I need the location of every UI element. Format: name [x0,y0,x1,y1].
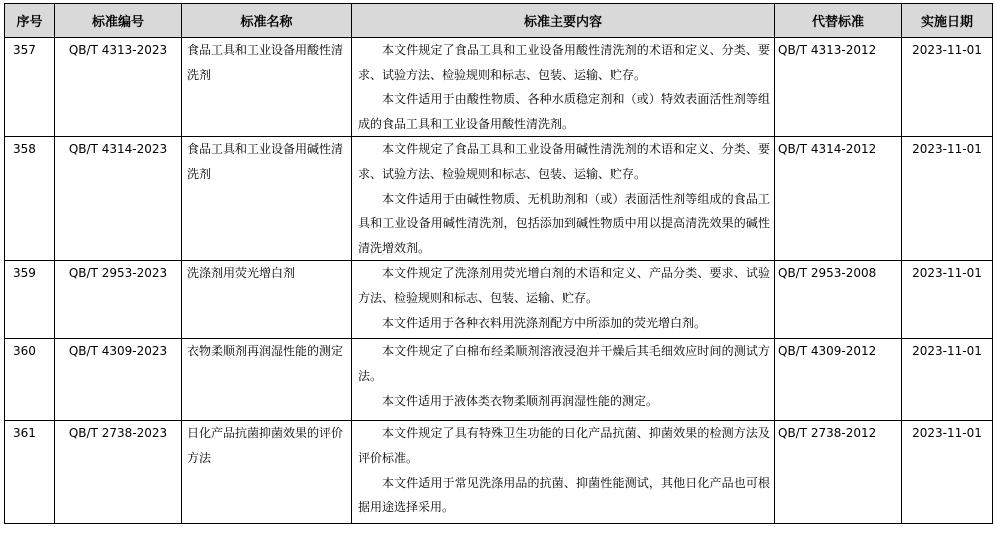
header-row [5,4,993,38]
header-replaces: 代替标准 [775,4,902,38]
row-date: 2023-11-01 [902,137,993,261]
content-paragraph: 本文件适用于液体类衣物柔顺剂再润湿性能的测定。 [382,393,659,408]
row-content [352,137,775,261]
row-replaces: QB/T 2738-2012 [775,421,902,524]
table-row [5,137,993,261]
content-paragraph: 本文件规定了具有特殊卫生功能的日化产品抗菌、抑菌效果的检测方法及评价标准。 [358,426,770,465]
content-paragraph: 本文件适用于由碱性物质、无机助剂和（或）表面活性剂等组成的食品工具和工业设备用碱性清洗剂，包括添加到碱性物质中用以提高清洗效果的碱性清洗增效剂。 [358,191,770,255]
row-date: 2023-11-01 [902,261,993,339]
header-date: 实施日期 [902,4,993,38]
row-code: QB/T 2953-2023 [55,261,182,339]
header-name: 标准名称 [182,4,352,38]
row-name: 洗涤剂用荧光增白剂 [182,261,352,339]
content-paragraph: 本文件适用于常见洗涤用品的抗菌、抑菌性能测试，其他日化产品也可根据用途选择采用。 [358,475,770,515]
row-content [352,38,775,137]
table-row [5,38,993,137]
row-replaces: QB/T 2953-2008 [775,261,902,339]
content-paragraph: 本文件规定了白棉布经柔顺剂溶液浸泡并干燥后其毛细效应时间的测试方法。 [358,344,770,383]
row-date: 2023-11-01 [902,339,993,421]
row-seq: 358 [5,137,55,261]
table-row [5,421,993,524]
content-paragraph: 本文件规定了食品工具和工业设备用碱性清洗剂的术语和定义、分类、要求、试验方法、检验规则和标志、包装、运输、贮存。 [358,142,770,181]
row-date: 2023-11-01 [902,38,993,137]
row-name: 食品工具和工业设备用酸性清洗剂 [182,38,352,137]
row-content [352,339,775,421]
row-content [352,421,775,524]
row-replaces: QB/T 4313-2012 [775,38,902,137]
row-code: QB/T 4313-2023 [55,38,182,137]
row-seq: 359 [5,261,55,339]
content-paragraph: 本文件适用于各种衣料用洗涤剂配方中所添加的荧光增白剂。 [382,315,707,330]
standards-table [4,3,993,524]
row-replaces: QB/T 4314-2012 [775,137,902,261]
content-paragraph: 本文件适用于由酸性物质、各种水质稳定剂和（或）特效表面活性剂等组成的食品工具和工业设备用酸性清洗剂。 [358,92,770,131]
row-name: 日化产品抗菌抑菌效果的评价方法 [182,421,352,524]
row-seq: 360 [5,339,55,421]
content-paragraph: 本文件规定了洗涤剂用荧光增白剂的术语和定义、产品分类、要求、试验方法、检验规则和标志、包装、运输、贮存。 [358,266,770,305]
content-paragraph: 本文件规定了食品工具和工业设备用酸性清洗剂的术语和定义、分类、要求、试验方法、检验规则和标志、包装、运输、贮存。 [358,43,770,82]
row-code: QB/T 4314-2023 [55,137,182,261]
table-row [5,339,993,421]
row-replaces: QB/T 4309-2012 [775,339,902,421]
header-content: 标准主要内容 [352,4,775,38]
header-seq: 序号 [5,4,55,38]
row-name: 衣物柔顺剂再润湿性能的测定 [182,339,352,421]
row-name: 食品工具和工业设备用碱性清洗剂 [182,137,352,261]
row-code: QB/T 4309-2023 [55,339,182,421]
header-code: 标准编号 [55,4,182,38]
row-content [352,261,775,339]
row-code: QB/T 2738-2023 [55,421,182,524]
row-seq: 357 [5,38,55,137]
row-date: 2023-11-01 [902,421,993,524]
table-row [5,261,993,339]
row-seq: 361 [5,421,55,524]
